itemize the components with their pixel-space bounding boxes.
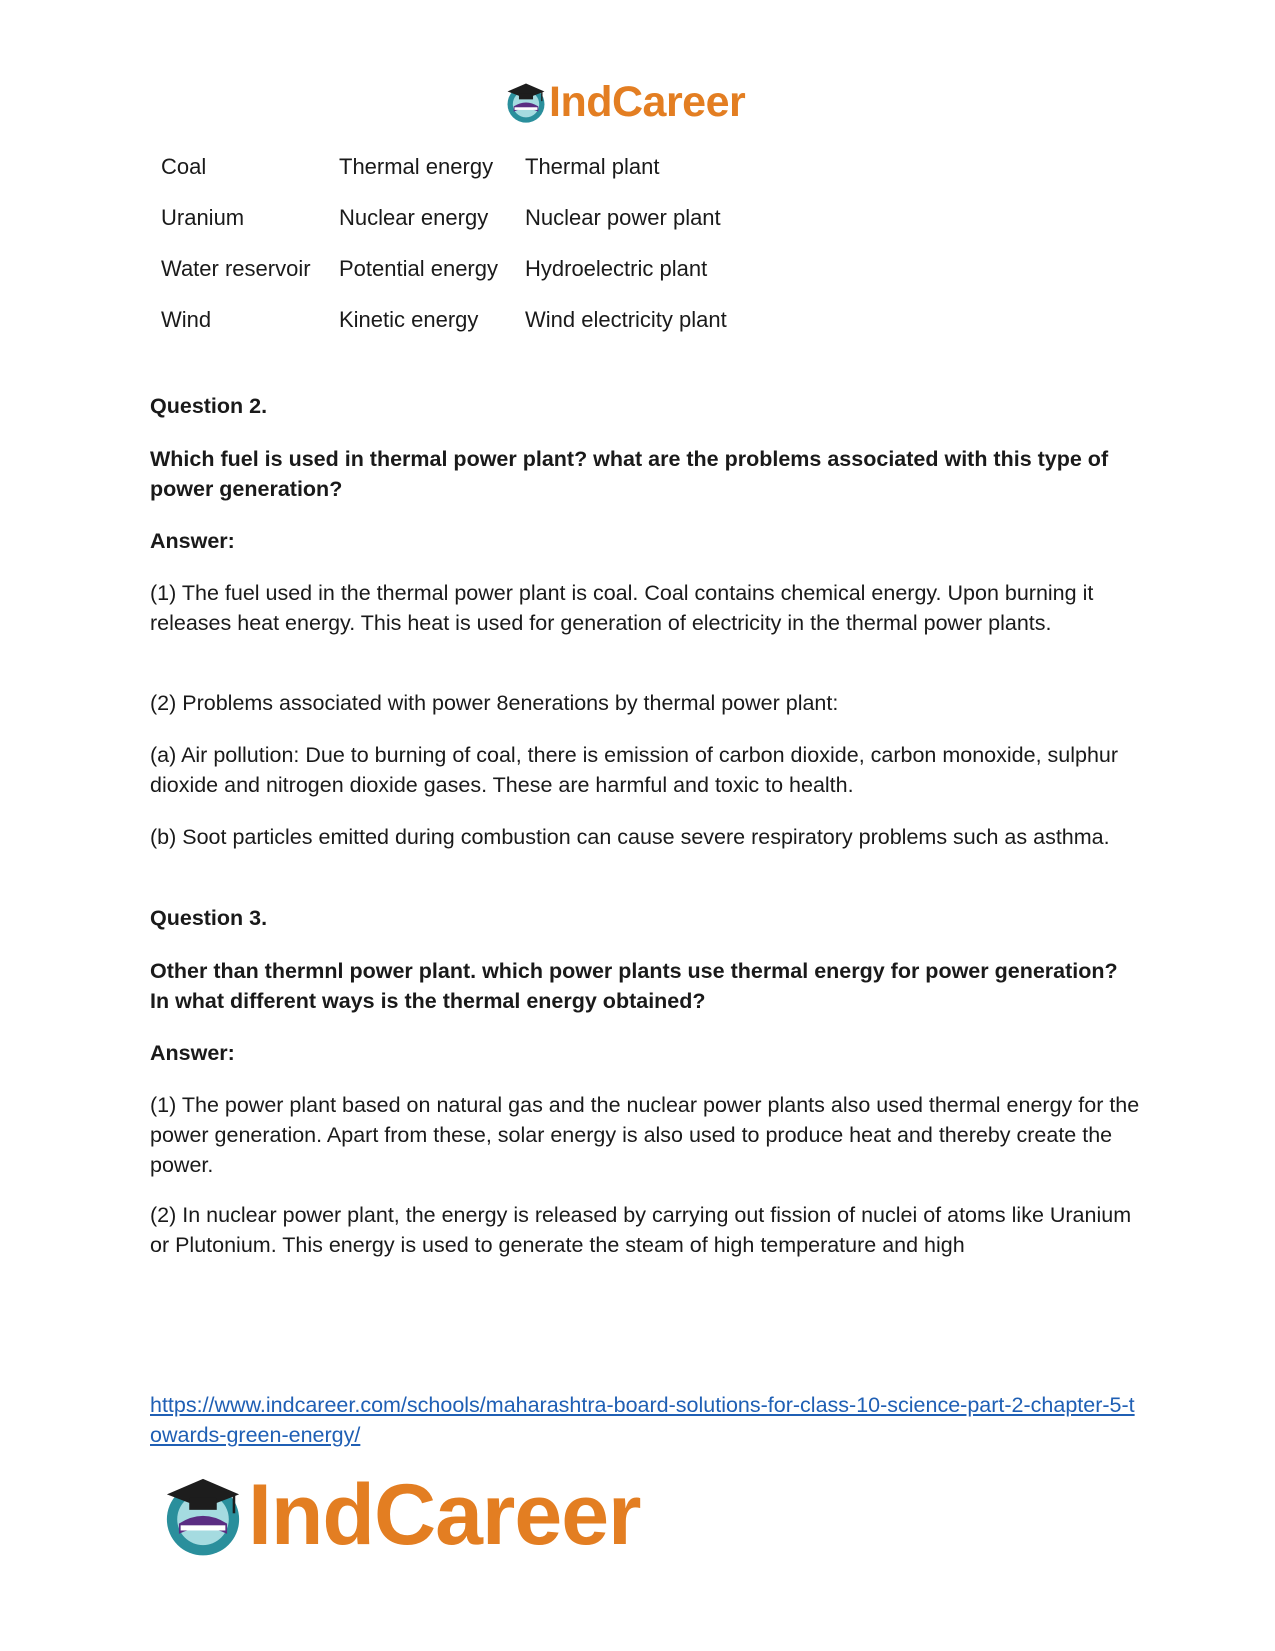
question-2-heading: Question 2.	[150, 394, 268, 418]
question-2-answer-p3: (a) Air pollution: Due to burning of coal, there is emission of carbon dioxide, carbon monoxide, sulphur dioxide and nitrogen dioxide gases. These are harmful and toxic to health.	[150, 743, 1119, 797]
question-3-answer-p2: (2) In nuclear power plant, the energy is released by carrying out fission of nuclei of atoms like Uranium or Plutonium. This energy is used to generate the steam of high temperature and high	[150, 1203, 1132, 1257]
table-row	[150, 203, 755, 254]
table-cell-energy: Nuclear energy	[339, 205, 489, 230]
footer-logo	[160, 1465, 641, 1565]
table-cell-plant: Thermal plant	[525, 154, 660, 179]
question-2-answer-p2: (2) Problems associated with power 8enerations by thermal power plant:	[150, 691, 839, 715]
question-2-answer-p4: (b) Soot particles emitted during combustion can cause severe respiratory problems such as asthma.	[150, 825, 1110, 849]
question-2-answer-label: Answer:	[150, 529, 235, 553]
question-3-text: Other than thermnl power plant. which power plants use thermal energy for power generation? In what different ways is the thermal energy obtained?	[150, 959, 1118, 1013]
graduation-cap-globe-icon	[504, 80, 548, 124]
table-cell-energy: Kinetic energy	[339, 307, 479, 332]
question-3-heading: Question 3.	[150, 906, 268, 930]
header-logo	[504, 78, 745, 126]
logo-text: IndCareer	[248, 1467, 641, 1563]
table-row	[150, 254, 755, 305]
table-cell-source: Water reservoir	[161, 256, 311, 281]
table-cell-plant: Wind electricity plant	[525, 307, 727, 332]
logo-text: IndCareer	[549, 77, 746, 126]
question-3-answer-p1: (1) The power plant based on natural gas and the nuclear power plants also used thermal energy for the power generation. Apart from these, solar energy is also used to produce heat and thereby create the power.	[150, 1093, 1140, 1177]
table-cell-source: Uranium	[161, 205, 245, 230]
table-cell-plant: Hydroelectric plant	[525, 256, 708, 281]
graduation-cap-globe-icon	[160, 1472, 246, 1558]
energy-sources-table	[150, 152, 755, 356]
table-cell-energy: Potential energy	[339, 256, 498, 281]
table-cell-source: Coal	[161, 154, 207, 179]
question-3-answer-label: Answer:	[150, 1041, 235, 1065]
table-cell-plant: Nuclear power plant	[525, 205, 721, 230]
question-2-answer-p1: (1) The fuel used in the thermal power plant is coal. Coal contains chemical energy. Upon burning it releases heat energy. This heat is used for generation of electricity in the thermal power plants.	[150, 581, 1094, 635]
table-cell-source: Wind	[161, 307, 212, 332]
source-link[interactable]: https://www.indcareer.com/schools/maharashtra-board-solutions-for-class-10-science-part-2-chapter-5-towards-green-energy/	[150, 1393, 1135, 1447]
question-2-text: Which fuel is used in thermal power plant? what are the problems associated with this type of power generation?	[150, 447, 1109, 501]
table-cell-energy: Thermal energy	[339, 154, 494, 179]
table-row	[150, 152, 755, 203]
table-row	[150, 305, 755, 356]
